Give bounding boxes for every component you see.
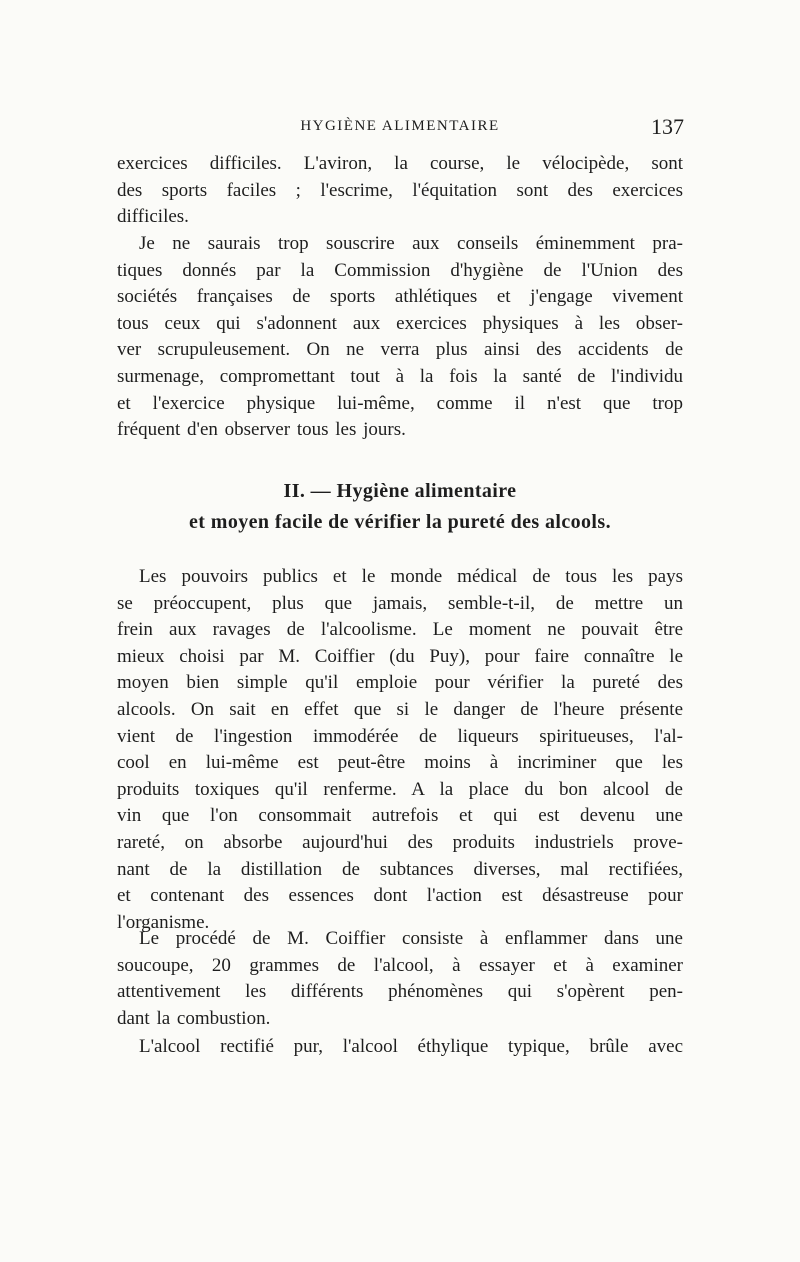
text-line: se préoccupent, plus que jamais, semble-t-il, de mettre un [117, 592, 683, 614]
section-heading-subtitle: et moyen facile de vérifier la pureté des alcools. [189, 511, 611, 533]
text-line: fréquent d'en observer tous les jours. [117, 419, 406, 441]
text-line: produits toxiques qu'il renferme. A la place du bon alcool de [117, 778, 683, 800]
text-line: moyen bien simple qu'il emploie pour vérifier la pureté des [117, 672, 683, 694]
text-line: dant la combustion. [117, 1007, 271, 1029]
text-line: et l'exercice physique lui-même, comme il n'est que trop [117, 392, 683, 414]
text-line: des sports faciles ; l'escrime, l'équitation sont des exercices [117, 179, 683, 201]
paragraph-coiffier-method [117, 926, 683, 1032]
text-line: ver scrupuleusement. On ne verra plus ainsi des accidents de [117, 339, 683, 361]
text-line: tous ceux qui s'adonnent aux exercices physiques à les obser- [117, 312, 683, 334]
text-line: alcools. On sait en effet que si le danger de l'heure présente [117, 698, 683, 720]
page-number: 137 [651, 114, 684, 139]
text-line: l'organisme. [117, 911, 210, 933]
text-line: cool en lui-même est peut-être moins à incriminer que les [117, 752, 683, 774]
text-line: mieux choisi par M. Coiffier (du Puy), pour faire connaître le [117, 645, 683, 667]
text-line: frein aux ravages de l'alcoolisme. Le moment ne pouvait être [117, 619, 683, 641]
running-title: HYGIÈNE ALIMENTAIRE [300, 118, 500, 134]
section-heading-title: II. — Hygiène alimentaire [283, 480, 517, 502]
text-line: soucoupe, 20 grammes de l'alcool, à essayer et à examiner [117, 954, 683, 976]
text-line: L'alcool rectifié pur, l'alcool éthylique typique, brûle avec [139, 1036, 683, 1057]
paragraph-exercises-continued [117, 151, 683, 231]
text-line: sociétés françaises de sports athlétiques et j'engage vivement [117, 286, 683, 308]
text-line: Je ne saurais trop souscrire aux conseils éminemment pra- [139, 233, 683, 254]
text-line: difficiles. [117, 206, 189, 228]
paragraph-commission-advice [117, 231, 683, 444]
text-line: attentivement les différents phénomènes qui s'opèrent pen- [117, 981, 683, 1003]
text-line: exercices difficiles. L'aviron, la course, le vélocipède, sont [117, 153, 683, 174]
paragraph-rectified-alcohol [117, 1034, 683, 1061]
text-line: Le procédé de M. Coiffier consiste à enflammer dans une [139, 928, 683, 949]
text-line: nant de la distillation de subtances diverses, mal rectifiées, [117, 858, 683, 880]
paragraph-alcoholism [117, 564, 683, 936]
running-head [0, 114, 800, 142]
text-line: tiques donnés par la Commission d'hygiène de l'Union des [117, 259, 683, 281]
text-line: rareté, on absorbe aujourd'hui des produits industriels prove- [117, 831, 683, 853]
text-line: et contenant des essences dont l'action est désastreuse pour [117, 885, 683, 907]
text-line: surmenage, compromettant tout à la fois la santé de l'individu [117, 365, 683, 387]
text-line: vin que l'on consommait autrefois et qui est devenu une [117, 805, 683, 827]
text-line: Les pouvoirs publics et le monde médical de tous les pays [139, 566, 683, 587]
text-line: vient de l'ingestion immodérée de liqueurs spiritueuses, l'al- [117, 725, 683, 747]
